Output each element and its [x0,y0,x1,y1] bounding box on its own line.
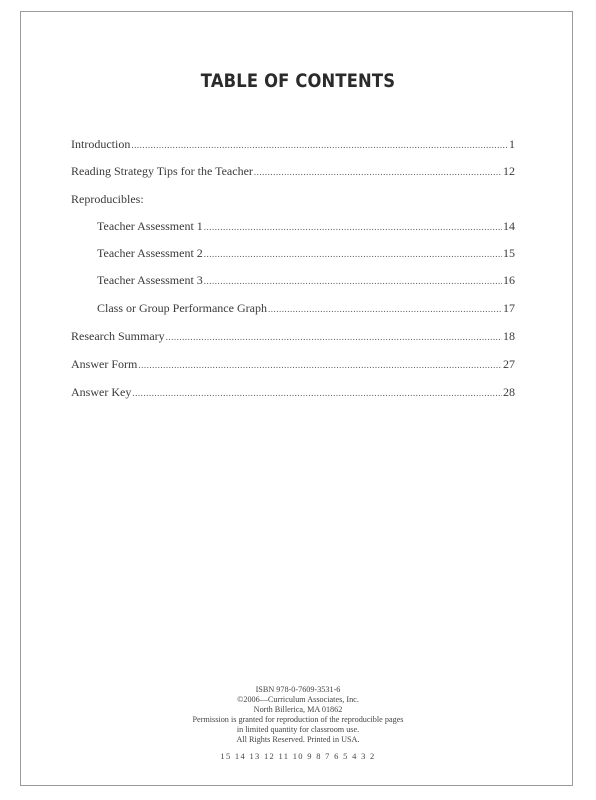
printing-number-line: 15 14 13 12 11 10 9 8 7 6 5 4 3 2 [220,751,376,761]
copyright-line: ©2006—Curriculum Associates, Inc. [237,695,359,704]
toc-entry-label: Research Summary [71,329,165,343]
toc-entry-page: 16 [503,273,515,287]
dot-leader [204,272,502,290]
toc-entry-label: Answer Key [71,385,132,399]
toc-entry-page: 1 [509,137,515,151]
dot-leader [166,328,502,346]
toc-entry-label: Teacher Assessment 2 [97,246,203,260]
toc-entry-label: Teacher Assessment 3 [97,273,203,287]
toc-entry-label: Class or Group Performance Graph [97,301,267,315]
toc-entry-teacher-assessment-2[interactable] [97,244,515,262]
toc-entry-research-summary[interactable] [71,327,515,345]
toc-entry-page: 14 [503,219,515,233]
rights-line: All Rights Reserved. Printed in USA. [236,735,360,744]
toc-entry-label: Reading Strategy Tips for the Teacher [71,164,253,178]
dot-leader [132,384,502,402]
toc-entry-page: 18 [503,329,515,343]
permission-line-1: Permission is granted for reproduction of the reproducible pages [192,715,404,724]
toc-entry-performance-graph[interactable] [97,299,515,317]
toc-entry-label: Introduction [71,137,131,151]
copyright-block [0,685,596,761]
isbn: ISBN 978-0-7609-3531-6 [255,685,341,694]
publisher-address: North Billerica, MA 01862 [253,705,343,714]
toc-entry-teacher-assessment-3[interactable] [97,271,515,289]
toc-entry-introduction[interactable] [71,135,515,153]
dot-leader [131,136,508,154]
toc-entry-reading-strategy-tips[interactable] [71,162,515,180]
page-title: TABLE OF CONTENTS [200,70,396,92]
permission-line-2: in limited quantity for classroom use. [236,725,360,734]
toc-entry-answer-form[interactable] [71,355,515,373]
dot-leader [254,163,502,181]
toc-entry-page: 17 [503,301,515,315]
toc-entry-label: Answer Form [71,357,138,371]
toc-entry-page: 27 [503,357,515,371]
dot-leader [204,218,502,236]
toc-entry-page: 15 [503,246,515,260]
toc-entry-teacher-assessment-1[interactable] [97,217,515,235]
dot-leader [268,300,502,318]
toc-entry-page: 12 [503,164,515,178]
toc-section-reproducibles: Reproducibles: [71,192,144,206]
toc-entry-label: Teacher Assessment 1 [97,219,203,233]
toc-entry-answer-key[interactable] [71,383,515,401]
toc-entry-page: 28 [503,385,515,399]
dot-leader [204,245,502,263]
dot-leader [138,356,502,374]
